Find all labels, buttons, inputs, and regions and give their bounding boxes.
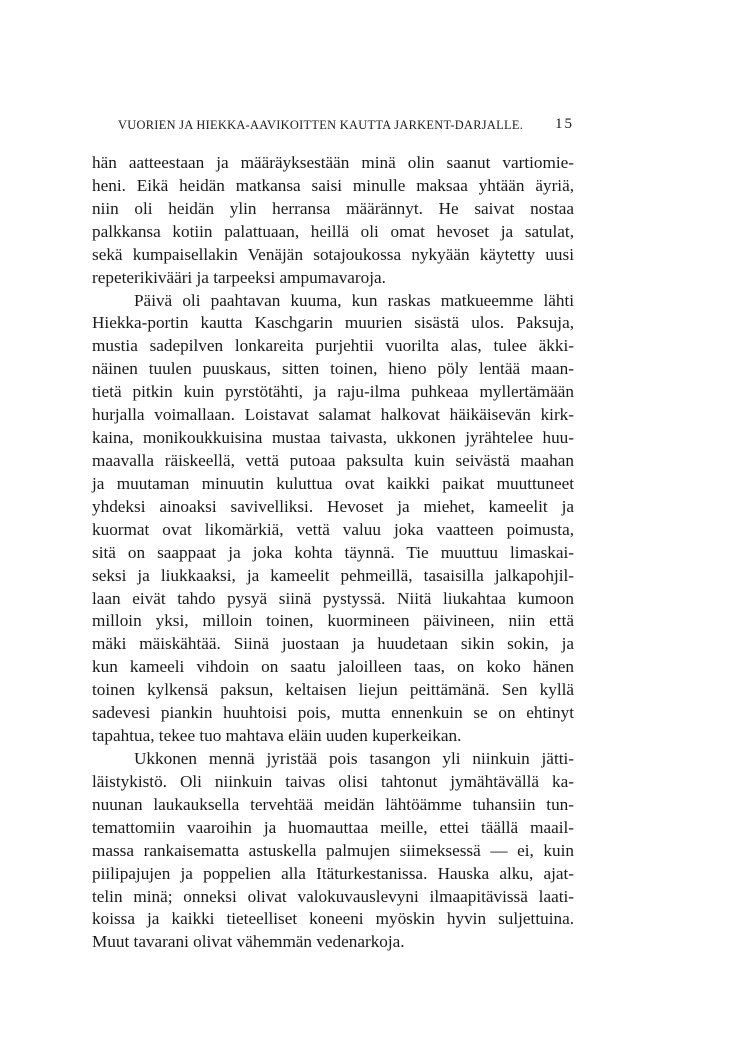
text-line: mäki mäiskähtää. Siinä juostaan ja huudetaan sikin sokin, ja [92, 634, 574, 654]
paragraph-1 [92, 152, 574, 290]
text-line: massa rankaisematta astuskella palmujen siimeksessä — ei, kuin [92, 840, 574, 860]
text-line: niin oli heidän ylin herransa määrännyt. He saivat nostaa [92, 198, 574, 218]
text-line: ja muutaman minuutin kuluttua ovat kaikki paikat muuttuneet [92, 473, 574, 493]
body-text [92, 152, 574, 954]
text-line: Päivä oli paahtavan kuuma, kun raskas matkueemme lähti [134, 290, 574, 310]
text-line: läistykistö. Oli niinkuin taivas olisi tahtonut jymähtävällä ka- [92, 771, 574, 791]
text-line: Muut tavarani olivat vähemmän vedenarkoja. [92, 932, 405, 952]
text-line: seksi ja liukkaaksi, ja kameelit pehmeillä, tasaisilla jalkapohjil- [92, 565, 574, 585]
text-line: näinen tuulen puuskaus, sitten toinen, hieno pöly lentää maan- [92, 359, 574, 379]
running-header [92, 118, 574, 138]
text-line: sadevesi piankin huuhtoisi pois, mutta ennenkuin se on ehtinyt [92, 703, 574, 723]
header-title: VUORIEN JA HIEKKA-AAVIKOITTEN KAUTTA JARKENT-DARJALLE. [118, 118, 524, 132]
paragraph-3 [92, 748, 574, 954]
text-line: repeterikivääri ja tarpeeksi ampumavaroja. [92, 267, 386, 287]
text-line: nuunan laukauksella tervehtää meidän lähtöämme tuhansiin tun- [92, 794, 574, 814]
paragraph-2 [92, 290, 574, 748]
text-line: hän aatteestaan ja määräyksestään minä olin saanut vartiomie- [92, 153, 574, 172]
text-line: toinen kylkensä paksun, keltaisen liejun peittämänä. Sen kyllä [92, 680, 574, 700]
text-line: mustia sadepilven lonkareita purjehtii vuorilta alas, tulee äkki- [92, 336, 574, 356]
page-number: 15 [555, 116, 574, 132]
text-line: sitä on saappaat ja joka kohta täynnä. Tie muuttuu limaskai- [92, 542, 574, 562]
text-line: heni. Eikä heidän matkansa saisi minulle maksaa yhtään äyriä, [92, 175, 574, 195]
text-line: temattomiin vaaroihin ja huomauttaa meille, ettei täällä maail- [92, 817, 574, 837]
text-line: kuormat ovat likomärkiä, vettä valuu joka vaatteen poimusta, [92, 519, 574, 539]
text-line: piilipajujen ja poppelien alla Itäturkestanissa. Hauska alku, ajat- [92, 863, 574, 883]
text-line: palkkansa kotiin palattuaan, heillä oli omat hevoset ja satulat, [92, 221, 574, 241]
text-line: kun kameeli vihdoin on saatu jaloilleen taas, on koko hänen [92, 657, 574, 677]
text-line: Hiekka-portin kautta Kaschgarin muurien sisästä ulos. Paksuja, [92, 313, 574, 333]
text-line: hurjalla voimallaan. Loistavat salamat halkovat häikäisevän kirk- [92, 405, 574, 425]
text-line: yhdeksi ainoaksi savivelliksi. Hevoset ja miehet, kameelit ja [92, 496, 574, 516]
text-line: kaina, monikoukkuisina mustaa taivasta, ukkonen jyrähtelee huu- [92, 428, 574, 448]
text-line: telin minä; onneksi olivat valokuvauslevyni ilmaapitävissä laati- [92, 886, 574, 906]
text-line: tietä pitkin kuin pyrstötähti, ja raju-ilma puhkeaa myllertämään [92, 382, 574, 402]
text-line: koissa ja kaikki tieteelliset koneeni myöskin hyvin suljettuina. [92, 909, 574, 929]
text-line: milloin yksi, milloin toinen, kuormineen päivineen, niin että [92, 611, 574, 631]
text-line: Ukkonen mennä jyristää pois tasangon yli niinkuin jätti- [134, 748, 574, 768]
text-line: maavalla räiskeellä, vettä putoaa paksulta kuin seivästä maahan [92, 450, 574, 470]
text-line: tapahtua, tekee tuo mahtava eläin uuden kuperkeikan. [92, 726, 462, 746]
text-line: laan eivät tahdo pysyä siinä pystyssä. Niitä liukahtaa kumoon [92, 588, 574, 608]
text-line: sekä kumpaisellakin Venäjän sotajoukossa nykyään käytetty uusi [92, 244, 574, 264]
